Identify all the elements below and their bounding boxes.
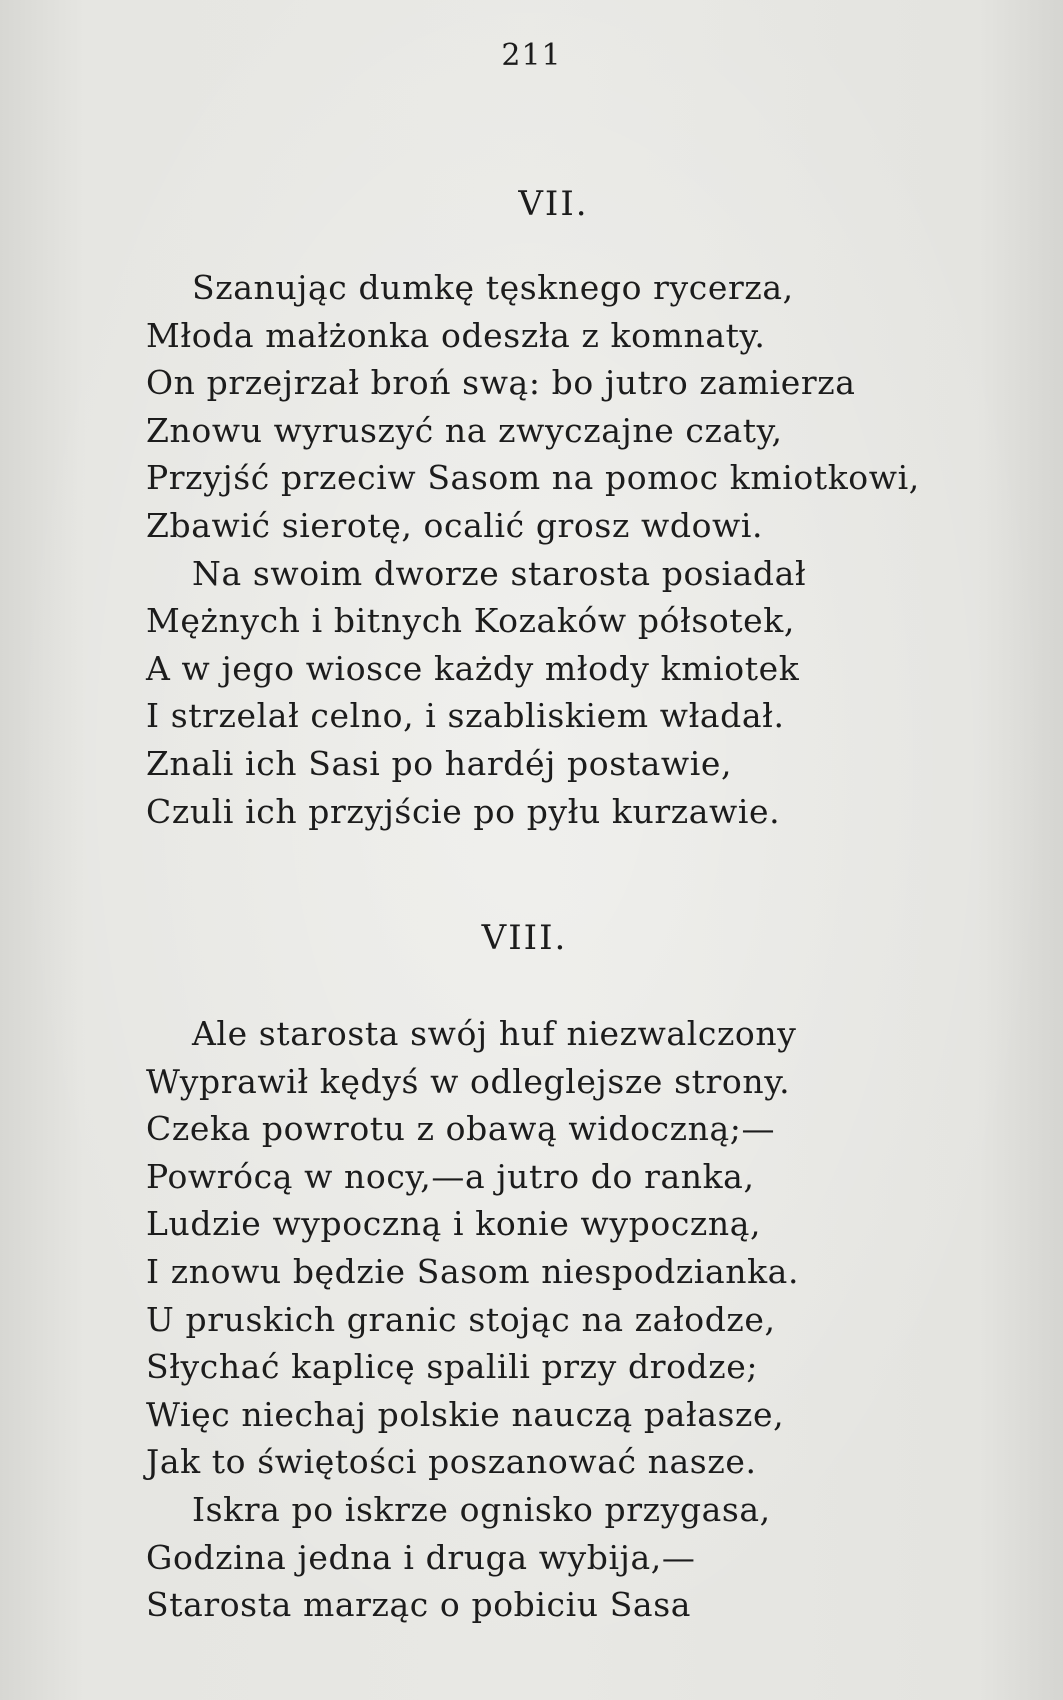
verse-line: Słychać kaplicę spalili przy drodze; bbox=[146, 1347, 759, 1387]
verse-line: Jak to świętości poszanować nasze. bbox=[146, 1442, 757, 1482]
verse-line: On przejrzał broń swą: bo jutro zamierza bbox=[146, 363, 856, 403]
verse-line: Czuli ich przyjście po pyłu kurzawie. bbox=[146, 791, 781, 831]
verse-line: Ale starosta swój huf niezwalczony bbox=[192, 1014, 797, 1053]
verse-line: Godzina jedna i druga wybija,— bbox=[146, 1537, 696, 1577]
verse-line: Szanując dumkę tęsknego rycerza, bbox=[192, 268, 794, 307]
verse-line: Iskra po iskrze ognisko przygasa, bbox=[192, 1489, 771, 1529]
verse-line: Znali ich Sasi po hardéj postawie, bbox=[146, 743, 733, 783]
verse-line: I znowu będzie Sasom niespodzianka. bbox=[146, 1251, 800, 1291]
verse-line: Przyjść przeciw Sasom na pomoc kmiotkowi, bbox=[146, 458, 920, 498]
verse-line: A w jego wiosce każdy młody kmiotek bbox=[146, 648, 800, 688]
verse-line: Mężnych i bitnych Kozaków półsotek, bbox=[146, 601, 795, 641]
stanza-vii bbox=[146, 264, 1026, 835]
verse-line: U pruskich granic stojąc na załodze, bbox=[146, 1299, 776, 1339]
verse-line: Czeka powrotu z obawą widoczną;— bbox=[146, 1109, 776, 1149]
verse-line: Ludzie wypoczną i konie wypoczną, bbox=[146, 1204, 762, 1244]
verse-line: Zbawić sierotę, ocalić grosz wdowi. bbox=[146, 505, 764, 545]
page-number: 211 bbox=[501, 38, 562, 73]
section-heading-viii: VIII. bbox=[481, 918, 568, 958]
verse-line: Więc niechaj polskie nauczą pałasze, bbox=[146, 1394, 785, 1434]
verse-line: Starosta marząc o pobiciu Sasa bbox=[146, 1585, 692, 1625]
stanza-viii bbox=[146, 1010, 1026, 1629]
verse-line: Znowu wyruszyć na zwyczajne czaty, bbox=[146, 410, 783, 450]
verse-line: I strzelał celno, i szabliskiem władał. bbox=[146, 696, 785, 736]
verse-line: Wyprawił kędyś w odleglejsze strony. bbox=[146, 1061, 791, 1101]
verse-line: Młoda małżonka odeszła z komnaty. bbox=[146, 315, 766, 355]
verse-line: Powrócą w nocy,—a jutro do ranka, bbox=[146, 1156, 755, 1196]
verse-line: Na swoim dworze starosta posiadał bbox=[192, 553, 807, 593]
section-heading-vii: VII. bbox=[518, 184, 589, 224]
